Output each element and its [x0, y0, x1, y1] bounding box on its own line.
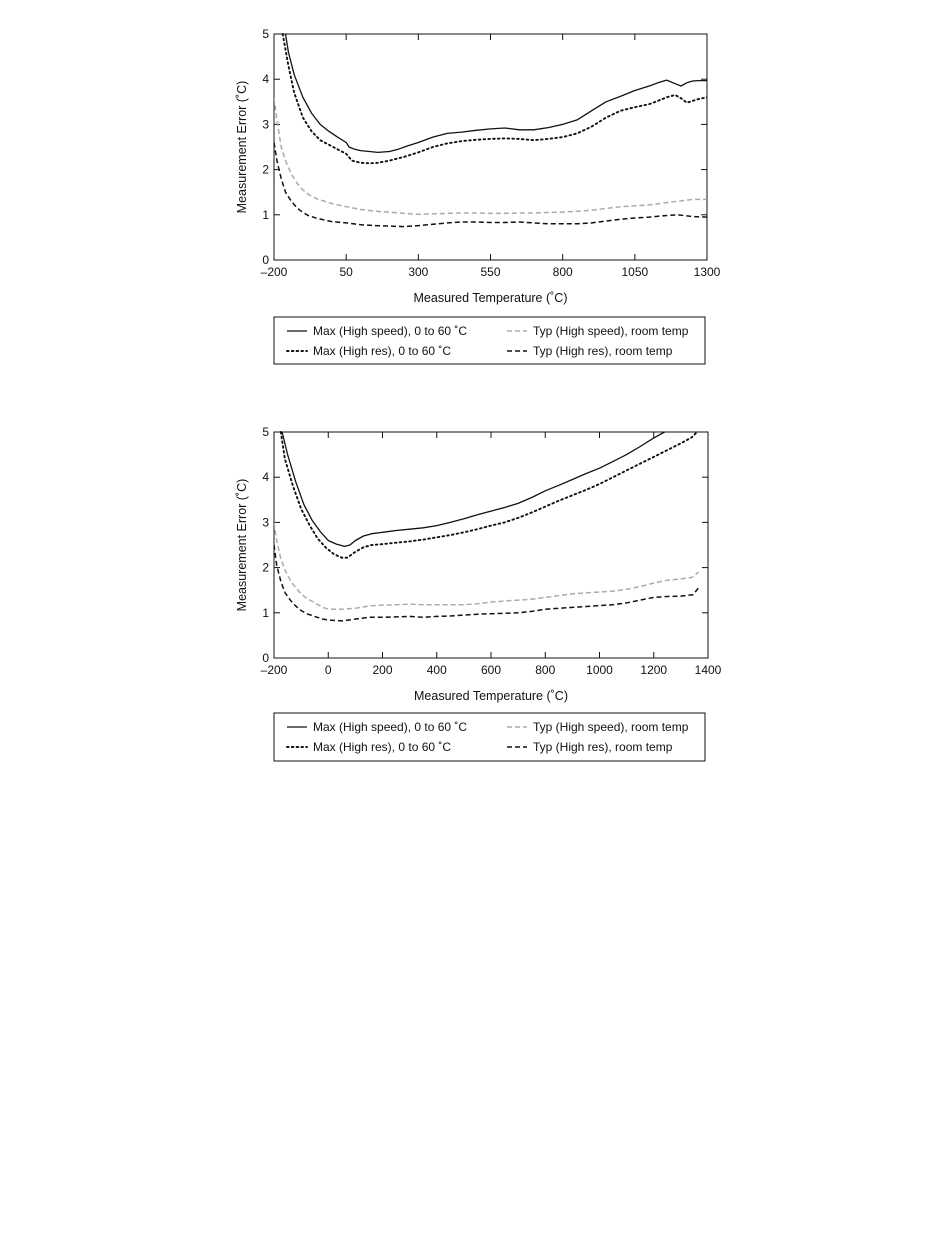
series-line [286, 34, 708, 152]
y-axis-title: Measurement Error (˚C) [235, 478, 249, 612]
series-line [282, 432, 664, 546]
series-line [281, 432, 697, 558]
x-tick-label: 1000 [586, 663, 613, 677]
x-tick-label: 550 [480, 265, 501, 279]
chart-1 [235, 27, 721, 364]
x-tick-label: 400 [426, 663, 447, 677]
legend-label: Typ (High speed), room temp [533, 720, 689, 734]
legend-label: Max (High res), 0 to 60 ˚C [313, 740, 452, 754]
x-tick-label: 50 [339, 265, 353, 279]
legend-label: Max (High speed), 0 to 60 ˚C [313, 720, 468, 734]
y-tick-label: 0 [262, 253, 269, 267]
y-axis-title: Measurement Error (˚C) [235, 80, 249, 214]
y-tick-label: 1 [262, 207, 269, 222]
legend-label: Typ (High res), room temp [533, 344, 673, 358]
x-tick-label: –200 [260, 265, 288, 279]
plot-frame [274, 34, 707, 260]
x-tick-label: 1050 [621, 265, 649, 279]
legend [274, 317, 705, 364]
x-tick-label: 300 [408, 265, 429, 279]
x-tick-label: 600 [480, 663, 502, 677]
legend-label: Typ (High speed), room temp [533, 324, 689, 338]
y-tick-label: 5 [262, 425, 269, 439]
legend-label: Typ (High res), room temp [533, 740, 673, 754]
y-tick-label: 2 [262, 162, 269, 177]
x-tick-label: 0 [324, 663, 332, 677]
y-tick-label: 3 [262, 515, 269, 530]
series-line [274, 97, 707, 214]
x-tick-label: 1200 [640, 663, 668, 677]
y-tick-label: 2 [262, 560, 269, 575]
x-tick-label: 1400 [694, 663, 722, 677]
x-axis-title: Measured Temperature (˚C) [413, 291, 568, 305]
y-tick-label: 3 [262, 117, 269, 132]
x-tick-label: 200 [372, 663, 393, 677]
series-group [274, 34, 707, 227]
y-tick-label: 5 [262, 27, 269, 41]
legend-label: Max (High speed), 0 to 60 ˚C [313, 324, 468, 338]
x-tick-label: 1300 [693, 265, 721, 279]
legend-label: Max (High res), 0 to 60 ˚C [313, 344, 452, 358]
x-tick-label: 800 [552, 265, 573, 279]
chart-2 [235, 425, 722, 761]
y-tick-label: 4 [262, 470, 269, 485]
legend [274, 713, 705, 761]
x-axis-title: Measured Temperature (˚C) [414, 689, 568, 703]
y-tick-label: 1 [262, 605, 269, 620]
x-tick-label: 800 [535, 663, 556, 677]
series-group [274, 432, 699, 621]
y-tick-label: 4 [262, 72, 269, 87]
x-tick-label: –200 [260, 663, 288, 677]
y-tick-label: 0 [262, 651, 269, 665]
series-line [274, 522, 699, 609]
